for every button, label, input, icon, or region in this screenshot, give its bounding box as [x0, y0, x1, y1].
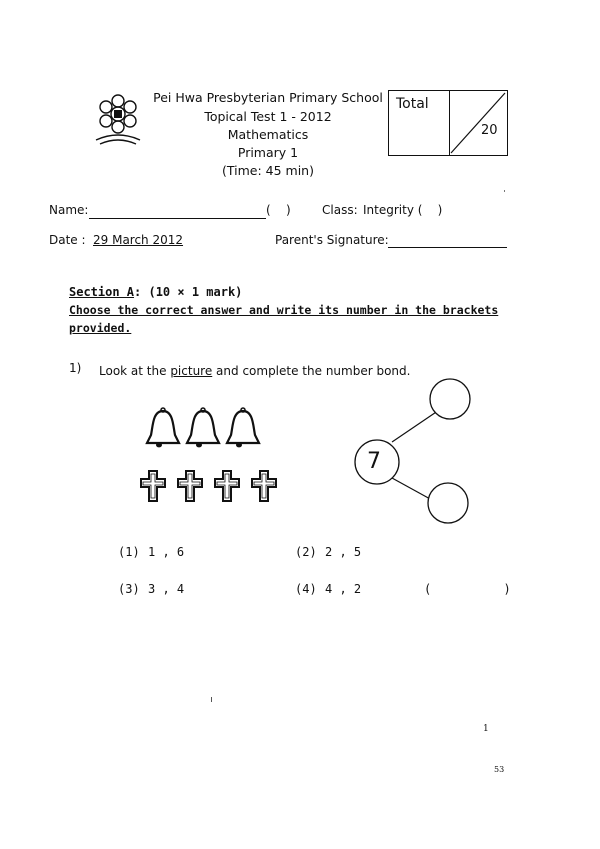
option-2-label: (2) — [295, 545, 317, 559]
question-text-picture: picture — [170, 364, 213, 378]
instruction-line-2: provided. — [69, 321, 132, 335]
option-4-value: 4 , 2 — [325, 582, 362, 596]
bell-icon — [147, 408, 179, 447]
scan-speck — [211, 697, 212, 702]
option-2-value: 2 , 5 — [325, 545, 362, 559]
signature-blank[interactable] — [388, 247, 507, 248]
name-label: Name: — [49, 203, 89, 217]
question-text-start: Look at the — [99, 364, 171, 378]
bells-picture — [145, 405, 265, 451]
option-3-label: (3) — [118, 582, 140, 596]
date-value: 29 March 2012 — [93, 233, 184, 247]
section-title: Section A — [69, 285, 135, 299]
cross-icon — [178, 471, 202, 501]
class-label: Class: — [322, 203, 358, 217]
section-marks: : (10 × 1 mark) — [134, 285, 243, 299]
test-title: Topical Test 1 - 2012 — [204, 109, 332, 124]
name-blank[interactable] — [89, 218, 266, 219]
bond-part-top — [430, 379, 470, 419]
cross-icon — [252, 471, 276, 501]
page-code: 53 — [494, 765, 505, 774]
scan-speck — [504, 190, 505, 192]
crosses-picture — [140, 468, 285, 504]
answer-brackets[interactable]: ( ) — [424, 582, 511, 596]
bond-part-bottom — [428, 483, 468, 523]
level: Primary 1 — [237, 145, 299, 160]
instruction-line-1: Choose the correct answer and write its number in the brackets — [69, 303, 499, 317]
class-value: Integrity ( ) — [363, 203, 443, 217]
option-3-value: 3 , 4 — [148, 582, 185, 596]
bond-whole-value: 7 — [367, 449, 381, 474]
date-label: Date : — [49, 233, 86, 247]
cross-icon — [141, 471, 165, 501]
option-1-label: (1) — [118, 545, 140, 559]
signature-label: Parent's Signature: — [275, 233, 389, 247]
option-4-label: (4) — [295, 582, 317, 596]
subject: Mathematics — [227, 127, 309, 142]
question-number: 1) — [69, 361, 82, 375]
register-number-brackets: ( ) — [266, 203, 291, 217]
cross-icon — [215, 471, 239, 501]
score-box — [388, 90, 508, 156]
option-1-value: 1 , 6 — [148, 545, 185, 559]
school-name: Pei Hwa Presbyterian Primary School — [153, 90, 383, 105]
time-limit: (Time: 45 min) — [222, 163, 314, 178]
total-label: Total — [396, 96, 429, 112]
page-number: 1 — [483, 724, 489, 734]
question-text-end: and complete the number bond. — [212, 364, 411, 378]
total-max: 20 — [481, 123, 498, 138]
bell-icon — [227, 408, 259, 447]
bell-icon — [187, 408, 219, 447]
